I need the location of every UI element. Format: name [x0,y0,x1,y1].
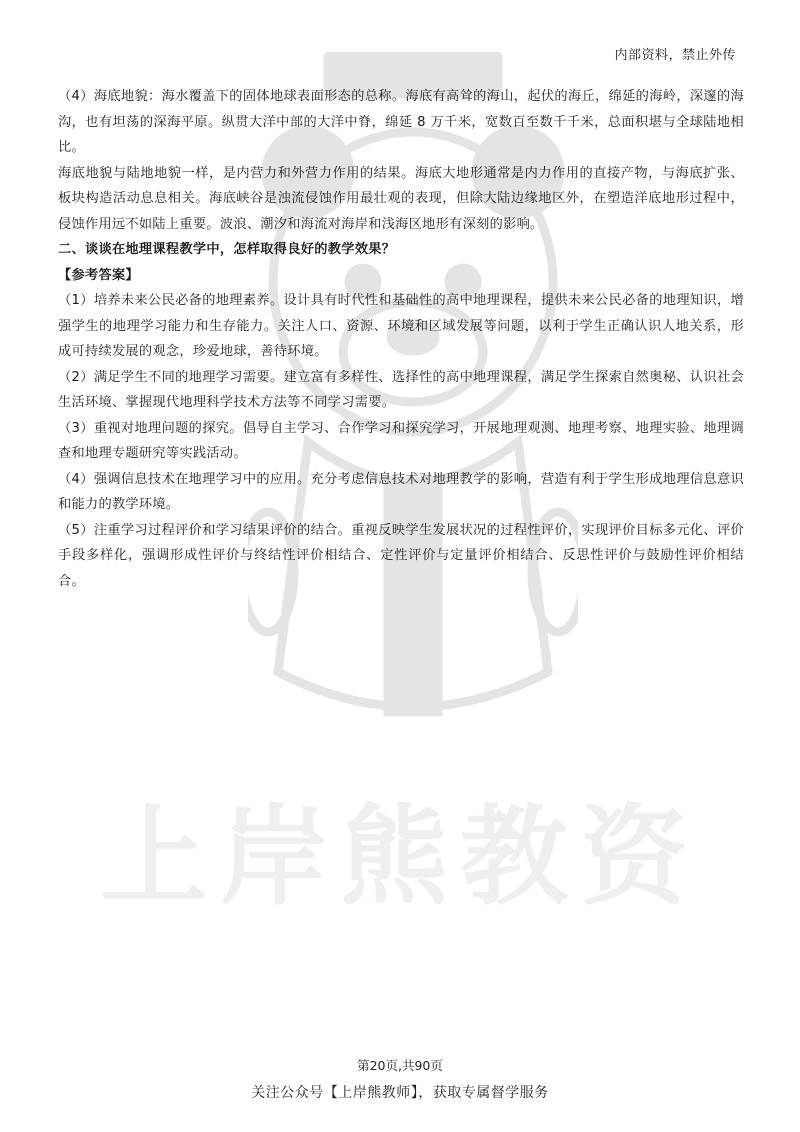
answer-point-3: （3）重视对地理问题的探究。倡导自主学习、合作学习和探究学习，开展地理观测、地理考察、地理实验、地理调查和地理专题研究等实践活动。 [58,420,744,461]
answer-point-4: （4）强调信息技术在地理学习中的应用。充分考虑信息技术对地理教学的影响，营造有利于学生形成地理信息意识和能力的教学环境。 [58,471,744,512]
answer-point-1: （1）培养未来公民必备的地理素养。设计具有时代性和基础性的高中地理课程，提供未来公民必备的地理知识，增强学生的地理学习能力和生存能力。关注人口、资源、环境和区域发展等问题，以利于学生正确认识人地关系，形成可持续发展的观念，珍爱地球，善待环境。 [58,293,744,359]
answer-point-2: （2）满足学生不同的地理学习需要。建立富有多样性、选择性的高中地理课程，满足学生探索自然奥秘、认识社会生活环境、掌握现代地理科学技术方法等不同学习需要。 [58,369,744,410]
paragraph-seafloor-landform: （4）海底地貌：海水覆盖下的固体地球表面形态的总称。海底有高耸的海山，起伏的海丘，绵延的海岭，深邃的海沟，也有坦荡的深海平原。纵贯大洋中部的大洋中脊，绵延 8 万千米，宽数百至数千千米，总面积堪与全球陆地相比。 [58,89,744,155]
footer-promo: 关注公众号【上岸熊教师】，获取专属督学服务 [251,1085,549,1101]
page-number: 第20页,共90页 [357,1058,443,1073]
question-heading: 二、谈谈在地理课程教学中，怎样取得良好的教学效果？ [58,242,396,257]
paragraph-seafloor-forces: 海底地貌与陆地地貌一样，是内营力和外营力作用的结果。海底大地形通常是内力作用的直接产物，与海底扩张、板块构造活动息息相关。海底峡谷是浊流侵蚀作用最壮观的表现，但除大陆边缘地区外，在塑造洋底地形过程中，侵蚀作用远不如陆上重要。波浪、潮汐和海流对海岸和浅海区地形有深刻的影响。 [58,165,744,232]
brand-watermark: 上岸熊教资 [99,795,700,920]
reference-answer-label: 【参考答案】 [58,267,139,283]
answer-point-5: （5）注重学习过程评价和学习结果评价的结合。重视反映学生发展状况的过程性评价，实现评价目标多元化、评价手段多样化，强调形成性评价与终结性评价相结合、定性评价与定量评价相结合、反思性评价与鼓励性评价相结合。 [58,522,744,589]
confidential-note: 内部资料，禁止外传 [614,48,736,63]
document-body [58,84,744,594]
